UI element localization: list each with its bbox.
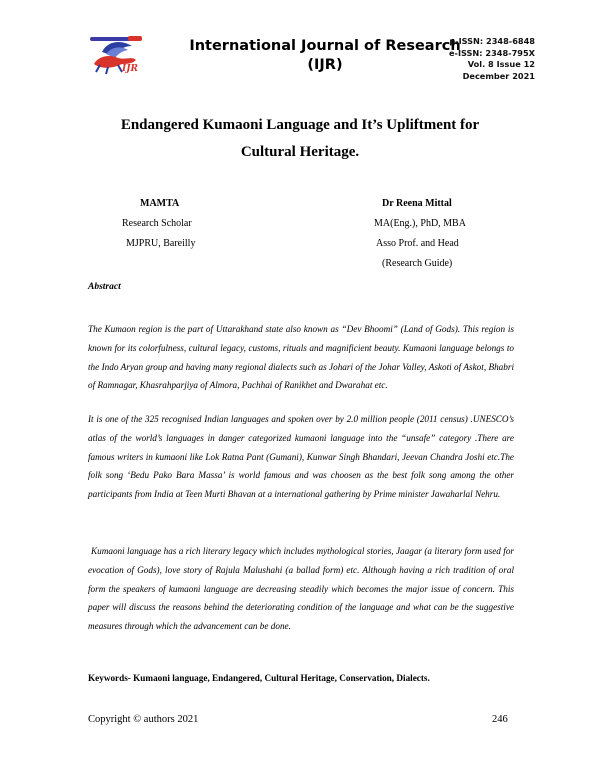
ijr-pegasus-logo-icon [88,34,148,78]
journal-logo [88,34,148,78]
author-name: MAMTA [140,198,180,209]
paper-title-line2: Cultural Heritage. [240,144,360,160]
author-affiliation-2: MJPRU, Bareilly [126,238,196,249]
paper-title [80,112,520,166]
p-issn: p-ISSN: 2348-6848 [449,36,535,46]
author-block-1 [88,194,288,254]
abstract-paragraph-2: It is one of the 325 recognised Indian languages and spoken over by 2.0 million people (2011 census) .UNESCO’s atlas of the world’s languages in danger categorized kumaoni language into the “unsafe” category .There are famous writers in kumaoni like Lok Ratna Pant (Gumani), Kunwar Singh Bhandari, Jeevan Chandra Joshi etc.The folk song ‘Bedu Pako Bara Massa’ is world famous and was choosen as the best folk song among the other participants from India at Teen Murti Bhavan at a international gathering by Prime minister Jawaharlal Nehru. [88,414,514,500]
logo-text: IJR [122,64,138,74]
volume-issue: Vol. 8 Issue 12 [467,59,535,69]
author-affiliation-1: Research Scholar [122,218,192,229]
author-affiliation-1: MA(Eng.), PhD, MBA [374,218,466,229]
abstract-paragraph-3: Kumaoni language has a rich literary legacy which includes mythological stories, Jaagar (a literary form used for evocation of Gods), love story of Rajula Malushahi (a ballad form) etc. Although having a rich tradition of oral form the speakers of kumaoni language are decreasing steadily which becomes the major issue of concern. This paper will discuss the reasons behind the deteriorating condition of the language and what can be the suggestive measures through which the advancement can be done. [88,546,514,632]
abstract-heading: Abstract [88,282,121,292]
journal-title-line1: International Journal of Research [189,38,461,54]
page-number: 246 [492,714,508,725]
copyright-notice: Copyright © authors 2021 [88,714,199,725]
author-name: Dr Reena Mittal [382,198,452,209]
e-issn: e-ISSN: 2348-795X [449,47,535,58]
paper-title-line1: Endangered Kumaoni Language and It’s Upliftment for [120,117,480,133]
issue-meta [449,36,535,82]
author-affiliation-3: (Research Guide) [382,258,453,269]
keywords: Keywords- Kumaoni language, Endangered, Cultural Heritage, Conservation, Dialects. [88,673,430,683]
author-affiliation-2: Asso Prof. and Head [376,238,459,249]
issue-date: December 2021 [462,70,535,81]
journal-title [180,37,470,75]
journal-title-line2: (IJR) [307,57,343,73]
author-block-2 [320,194,540,274]
abstract-paragraph-1: The Kumaon region is the part of Uttarakhand state also known as “Dev Bhoomi” (Land of Gods). This region is known for its colorfulness, cultural legacy, customs, rituals and magnificient beauty. Kumaoni language belongs to the Indo Aryan group and having many regional dialects such as Johari of the Johar Valley, Askoti of Askot, Bhabri of Ramnagar, Khasrahparjiya of Almora, Pachhai of Ranikhet and Dwarahat etc. [88,324,514,391]
